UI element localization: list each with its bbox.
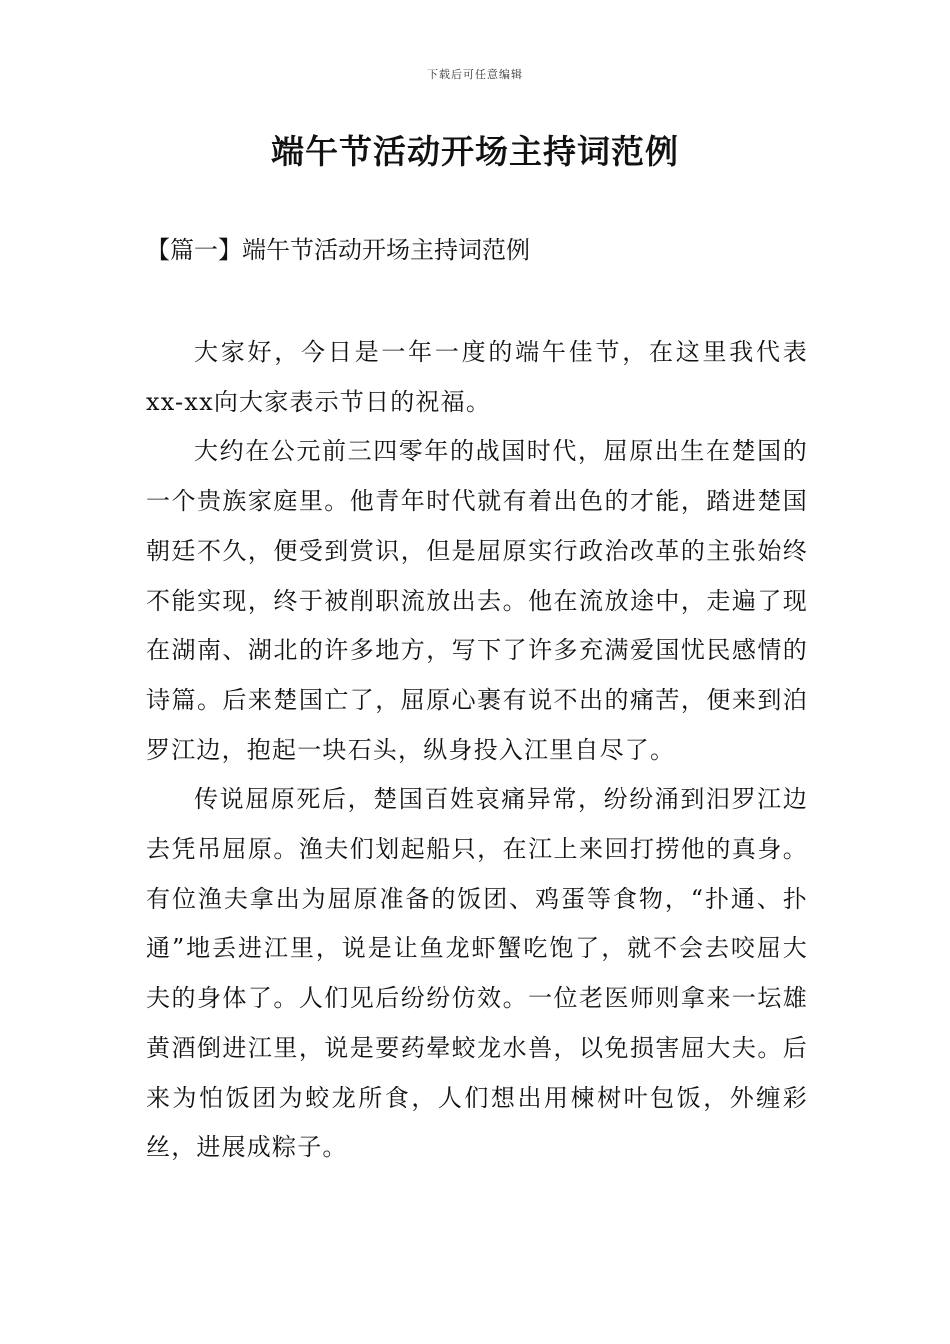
- body-text: [146, 328, 808, 1173]
- section-heading: 【篇一】端午节活动开场主持词范例: [146, 236, 530, 264]
- document-title: 端午节活动开场主持词范例: [271, 132, 679, 171]
- header-note: 下载后可任意编辑: [427, 68, 523, 81]
- paragraph-greeting: 大家好，今日是一年一度的端午佳节，在这里我代表xx-xx向大家表示节日的祝福。: [146, 338, 808, 416]
- paragraph-qu-yuan-history: 大约在公元前三四零年的战国时代，屈原出生在楚国的一个贵族家庭里。他青年时代就有着出色的才能，踏进楚国朝廷不久，便受到赏识，但是屈原实行政治改革的主张始终不能实现，终于被削职流放出去。他在流放途中，走遍了现在湖南、湖北的许多地方，写下了许多充满爱国忧民感情的诗篇。后来楚国亡了，屈原心裹有说不出的痛苦，便来到泊罗江边，抱起一块石头，纵身投入江里自尽了。: [146, 437, 808, 764]
- paragraph-legend: 传说屈原死后，楚国百姓哀痛异常，纷纷涌到汨罗江边去凭吊屈原。渔夫们划起船只，在江上来回打捞他的真身。有位渔夫拿出为屈原准备的饭团、鸡蛋等食物，“扑通、扑通”地丢进江里，说是让鱼龙虾蟹吃饱了，就不会去咬屈大夫的身体了。人们见后纷纷仿效。一位老医师则拿来一坛雄黄酒倒进江里，说是要药晕蛟龙水兽，以免损害屈大夫。后来为怕饭团为蛟龙所食，人们想出用楝树叶包饭，外缠彩丝，进展成粽子。: [146, 785, 808, 1162]
